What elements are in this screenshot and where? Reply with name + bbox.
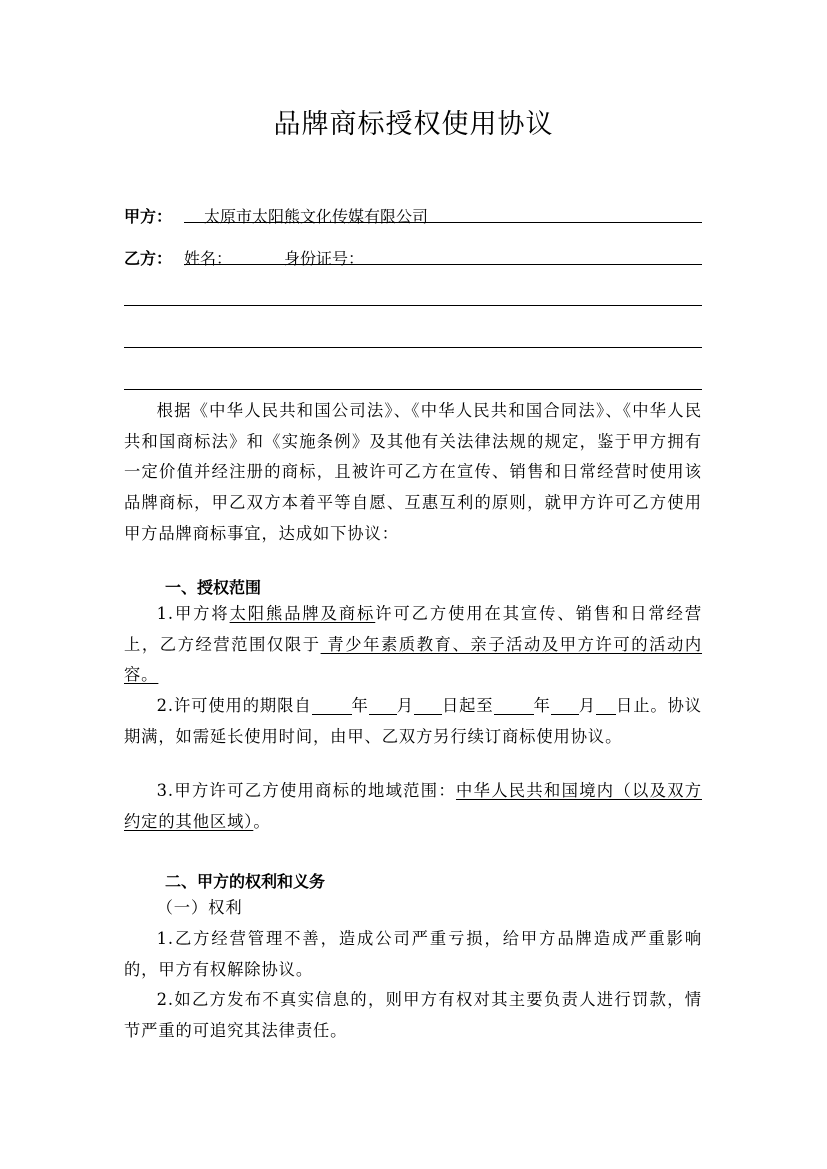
region: 中华人民共和国境内（以及双方约定的其他区域） xyxy=(124,781,702,831)
document-title: 品牌商标授权使用协议 xyxy=(273,109,554,140)
section-1-item-1: 1.甲方将太阳熊品牌及商标许可乙方使用在其宣传、销售和日常经营上，乙方经营范围仅限于 青少年素质教育、亲子活动及甲方许可的活动内容。 xyxy=(124,604,703,685)
party-b-name-label: 姓名： xyxy=(184,249,233,268)
blank-field xyxy=(369,696,397,715)
section-2-heading: 二、甲方的权利和义务 xyxy=(165,872,326,891)
party-a-underline xyxy=(184,222,702,223)
section-1-item-3: 3.甲方许可乙方使用商标的地域范围：中华人民共和国境内（以及双方约定的其他区域）。 xyxy=(124,781,702,831)
section-1-item-2: 2.许可使用的期限自 年 月 日起至 年 月 日止。协议期满，如需延长使用时间，由甲、乙双方另行续订商标使用协议。 xyxy=(124,696,702,746)
party-a-value: 太原市太阳熊文化传媒有限公司 xyxy=(204,207,429,226)
blank-field xyxy=(596,696,616,715)
section-2-sub-1: （一）权利 xyxy=(156,898,243,917)
blank-field xyxy=(551,696,579,715)
party-a-label: 甲方： xyxy=(124,207,173,226)
brand-name: 太阳熊品牌及商标 xyxy=(229,604,376,623)
section-2-item-1: 1.乙方经营管理不善，造成公司严重亏损，给甲方品牌造成严重影响的，甲方有权解除协议。 xyxy=(124,929,702,979)
blank-field xyxy=(494,696,534,715)
party-b-label: 乙方： xyxy=(124,249,173,268)
blank-line xyxy=(124,305,702,306)
party-b-underline xyxy=(184,264,702,265)
business-scope: 青少年素质教育、亲子活动及甲方许可的活动内容。 xyxy=(124,634,703,685)
blank-line xyxy=(124,347,702,348)
blank-field xyxy=(312,696,352,715)
section-1-heading: 一、授权范围 xyxy=(165,578,262,597)
intro-paragraph: 根据《中华人民共和国公司法》、《中华人民共和国合同法》、《中华人民共和国商标法》和《实施条例》及其他有关法律法规的规定，鉴于甲方拥有一定价值并经注册的商标，且被许可乙方在宣传、销售和日常经营时使用该品牌商标，甲乙双方本着平等自愿、互惠互利的原则，就甲方许可乙方使用甲方品牌商标事宜，达成如下协议： xyxy=(124,401,702,543)
section-2-item-2: 2.如乙方发布不真实信息的，则甲方有权对其主要负责人进行罚款，情节严重的可追究其法律责任。 xyxy=(124,990,702,1040)
party-b-id-label: 身份证号： xyxy=(284,249,365,268)
blank-line xyxy=(124,389,702,390)
blank-field xyxy=(414,696,442,715)
